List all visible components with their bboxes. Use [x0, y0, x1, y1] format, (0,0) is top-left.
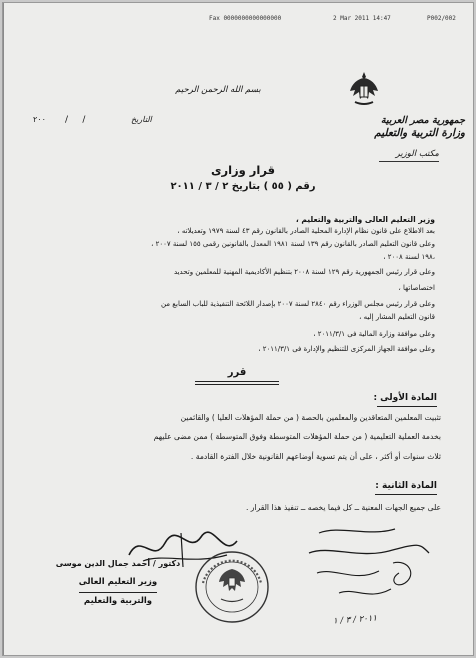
date-year: ٢٠٠ — [33, 115, 46, 124]
fax-page: P002/002 — [427, 15, 456, 22]
minister-office: مكتب الوزير — [395, 149, 439, 159]
republic-name: جمهورية مصر العربية — [380, 115, 465, 126]
decided-underline — [195, 384, 279, 385]
article2-line: على جميع الجهات المعنية ــ كل فيما يخصه ــ تنفيذ هذا القرار . — [245, 503, 441, 512]
date-label: التاريخ — [131, 115, 152, 124]
article1-line: تثبيت المعلمين المتعاقدين والمعلمين بالحصة ( من حملة المؤهلات العليا ) والقائمين — [180, 413, 441, 422]
office-underline — [379, 161, 439, 162]
signatory-title-2: والتربية والتعليم — [83, 596, 153, 606]
article1-underline — [377, 406, 437, 407]
article2-underline — [375, 494, 437, 495]
handwritten-annotation-icon — [299, 523, 439, 643]
preamble-line: اختصاصاتها ، — [398, 284, 435, 292]
preamble-line: وعلى موافقة وزارة المالية فى ٢٠١١/٣/١ ، — [313, 330, 435, 338]
fax-datetime: 2 Mar 2011 14:47 — [333, 15, 391, 22]
decided-underline — [195, 381, 279, 382]
preamble-line: وعلى موافقة الجهاز المركزى للتنظيم والإدارة فى ٢٠١١/٣/١ ، — [258, 345, 435, 353]
article2-title: المادة الثانية : — [375, 481, 437, 491]
preamble-line: قانون التعليم المشار إليه ، — [359, 313, 435, 321]
handwritten-date: ٢٠١١ / ٣ / ١ — [332, 613, 378, 627]
decree-number-date: رقم ( ٥٥ ) بتاريخ ٢ / ٣ / ٢٠١١ — [170, 181, 316, 192]
preamble-minister: وزير التعليم العالى والتربية والتعليم ، — [295, 215, 435, 224]
article1-line: بخدمة العملية التعليمية ( من حملة المؤهلات المتوسطة وفوق المتوسطة ) ممن مضى عليهم — [153, 432, 441, 441]
official-seal-icon — [193, 549, 271, 625]
preamble-line: ،١٩٨ لسنة ٢٠٠٨ ، — [383, 253, 435, 261]
fax-number: Fax 0000000000000000 — [209, 15, 282, 22]
date-slashes: / / — [65, 115, 86, 125]
basmala: بسم الله الرحمن الرحيم — [175, 85, 261, 95]
decided-heading: قرر — [227, 367, 247, 378]
preamble-line: وعلى قرار رئيس مجلس الوزراء رقم ٢٨٤٠ لسنة ٢٠٠٧ بإصدار اللائحة التنفيذية للباب السابع من — [160, 300, 435, 308]
signatory-name: دكتور / أحمد جمال الدين موسى — [55, 559, 181, 568]
article1-title: المادة الأولى : — [373, 393, 437, 403]
preamble-line: وعلى قانون التعليم الصادر بالقانون رقم ١٣٩ لسنة ١٩٨١ المعدل بالقانونين رقمى ١٥٥ لسنة ٢٠٠٧ ، — [151, 240, 435, 248]
signatory-underline — [79, 592, 157, 593]
signatory-title-1: وزير التعليم العالى — [78, 577, 158, 587]
preamble-line: بعد الاطلاع على قانون نظام الإدارة المحلية الصادر بالقانون رقم ٤٣ لسنة ١٩٧٩ وتعديلاته ، — [177, 227, 435, 235]
fax-document-page — [2, 2, 474, 656]
eagle-emblem-icon — [347, 69, 381, 109]
decree-title: قرار وزارى — [210, 163, 276, 177]
preamble-line: وعلى قرار رئيس الجمهورية رقم ١٢٩ لسنة ٢٠٠٨ بتنظيم الأكاديمية المهنية للمعلمين وتحديد — [173, 268, 435, 276]
article1-line: ثلاث سنوات أو أكثر ، على أن يتم تسوية أوضاعهم القانونية خلال الفترة القادمة . — [190, 452, 441, 461]
page-edge — [3, 3, 4, 655]
ministry-name: وزارة التربية والتعليم — [374, 127, 465, 139]
